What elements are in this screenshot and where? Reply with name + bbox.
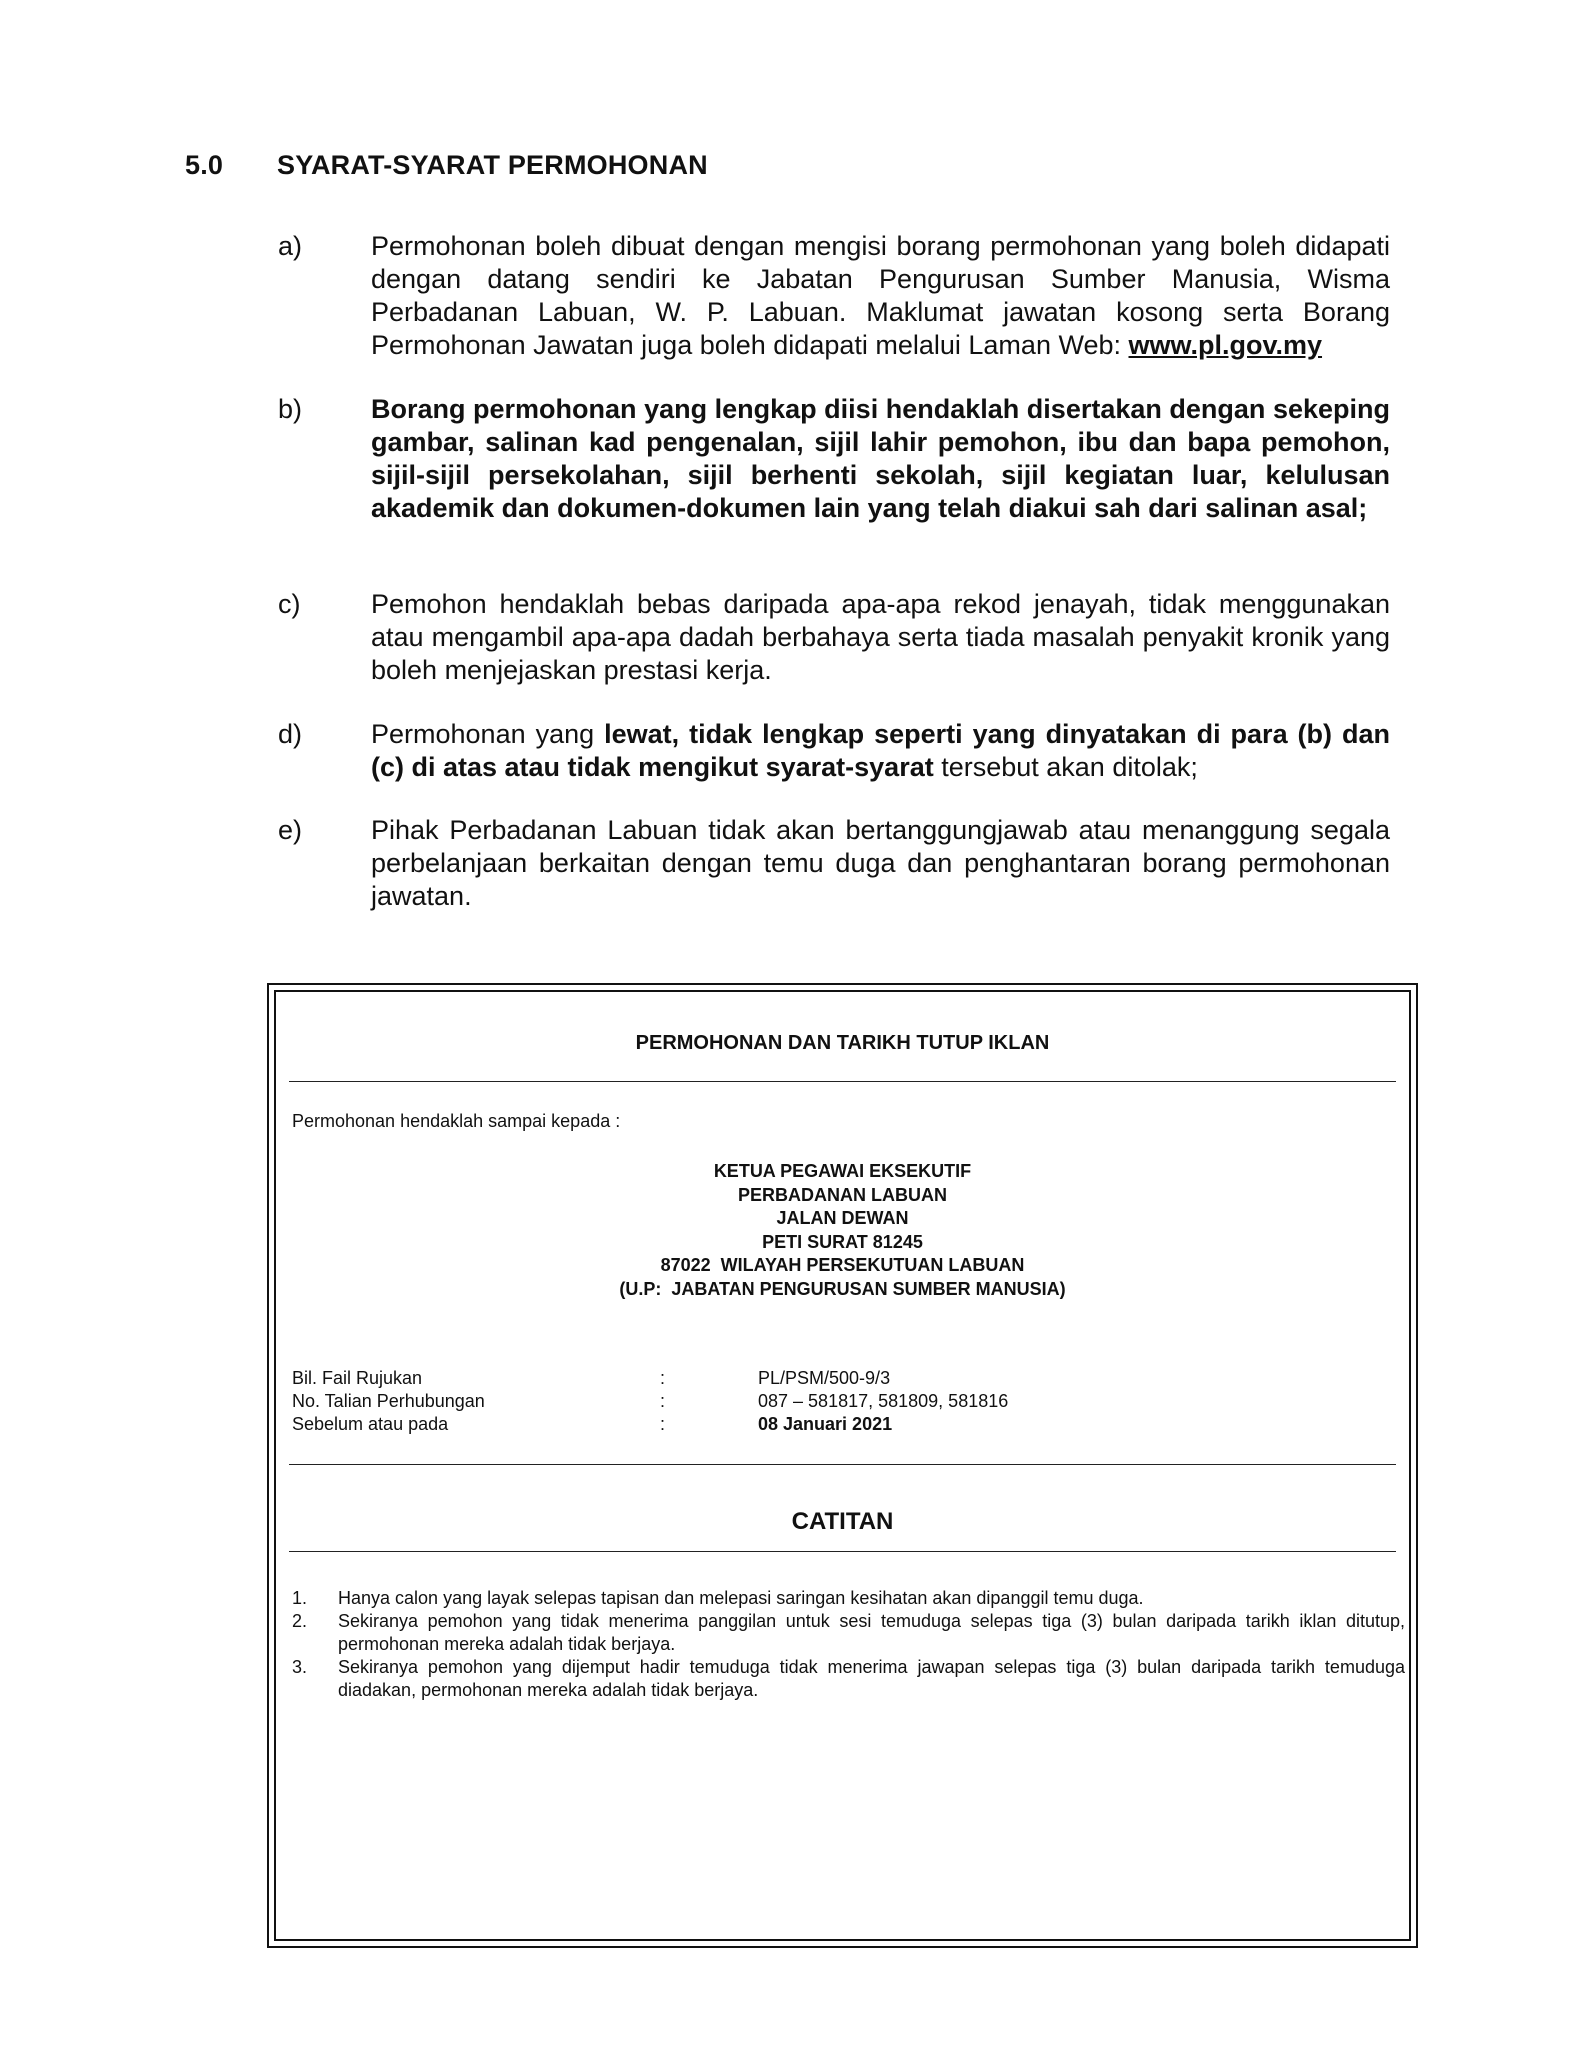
application-notice-inner-border [274,990,1411,1941]
address-line: 87022 WILAYAH PERSEKUTUAN LABUAN [660,1255,1025,1275]
website-link[interactable]: www.pl.gov.my [1128,330,1323,360]
info-row-reference [292,1368,1392,1391]
address-line: PETI SURAT 81245 [762,1231,923,1252]
info-row-deadline [292,1414,1392,1437]
divider [289,1081,1396,1082]
divider [289,1551,1396,1552]
item-label: e) [278,815,303,845]
application-notice-box [267,983,1418,1948]
item-text: Permohonan boleh dibuat dengan mengisi borang permohonan yang boleh didapati dengan datang sendiri ke Jabatan Pengurusan Sumber Manusia, Wisma Perbadanan Labuan, W. P. Labuan. Maklumat jawatan kosong serta Borang Permohonan Jawatan juga boleh didapati melalui Laman Web: www.pl.gov.my [371,231,1390,360]
note-text: Hanya calon yang layak selepas tapisan dan melepasi saringan kesihatan akan dipanggil temu duga. [338,1588,1144,1608]
item-text: Permohonan yang lewat, tidak lengkap seperti yang dinyatakan di para (b) dan (c) di atas atau tidak mengikut syarat-syarat tersebut akan ditolak; [371,719,1390,782]
info-colon: : [660,1368,666,1388]
address-line: PERBADANAN LABUAN [738,1184,947,1205]
address-line: JALAN DEWAN [776,1208,909,1228]
item-label: b) [278,394,303,424]
info-value: PL/PSM/500-9/3 [758,1368,891,1388]
address-block [276,1160,1409,1301]
note-number: 3. [292,1657,308,1677]
section-number: 5.0 [185,150,224,180]
info-value: 08 Januari 2021 [758,1414,893,1434]
item-label: d) [278,719,303,749]
intro-text: Permohonan hendaklah sampai kepada : [292,1111,621,1131]
note-text: Sekiranya pemohon yang tidak menerima panggilan untuk sesi temuduga selepas tiga (3) bulan daripada tarikh iklan ditutup, permohonan mereka adalah tidak berjaya. [338,1611,1405,1654]
item-label: a) [278,231,303,261]
info-row-phone [292,1391,1392,1414]
item-text: Pemohon hendaklah bebas daripada apa-apa rekod jenayah, tidak menggunakan atau mengambil apa-apa dadah berbahaya serta tiada masalah penyakit kronik yang boleh menjejaskan prestasi kerja. [371,589,1390,685]
item-text: Borang permohonan yang lengkap diisi hendaklah disertakan dengan sekeping gambar, salinan kad pengenalan, sijil lahir pemohon, ibu dan bapa pemohon, sijil-sijil persekolahan, sijil berhenti sekolah, sijil kegiatan luar, kelulusan akademik dan dokumen-dokumen lain yang telah diakui sah dari salinan asal; [371,394,1390,523]
note-text: Sekiranya pemohon yang dijemput hadir temuduga tidak menerima jawapan selepas tiga (3) bulan daripada tarikh temuduga diadakan, permohonan mereka adalah tidak berjaya. [338,1657,1405,1700]
info-key: No. Talian Perhubungan [292,1391,485,1411]
info-colon: : [660,1414,666,1434]
info-key: Bil. Fail Rujukan [292,1368,423,1388]
address-line: KETUA PEGAWAI EKSEKUTIF [713,1161,972,1181]
notes-title: CATITAN [791,1508,894,1535]
info-colon: : [660,1391,666,1411]
info-key: Sebelum atau pada [292,1414,449,1434]
note-number: 2. [292,1611,308,1631]
item-text: Pihak Perbadanan Labuan tidak akan bertanggungjawab atau menanggung segala perbelanjaan berkaitan dengan temu duga dan penghantaran borang permohonan jawatan. [371,815,1390,911]
item-label: c) [278,589,301,619]
section-title: SYARAT-SYARAT PERMOHONAN [277,150,708,180]
box-title: PERMOHONAN DAN TARIKH TUTUP IKLAN [635,1032,1050,1054]
note-number: 1. [292,1588,308,1608]
divider [289,1464,1396,1465]
address-line: (U.P: JABATAN PENGURUSAN SUMBER MANUSIA) [619,1278,1066,1299]
info-value: 087 – 581817, 581809, 581816 [758,1391,1009,1411]
